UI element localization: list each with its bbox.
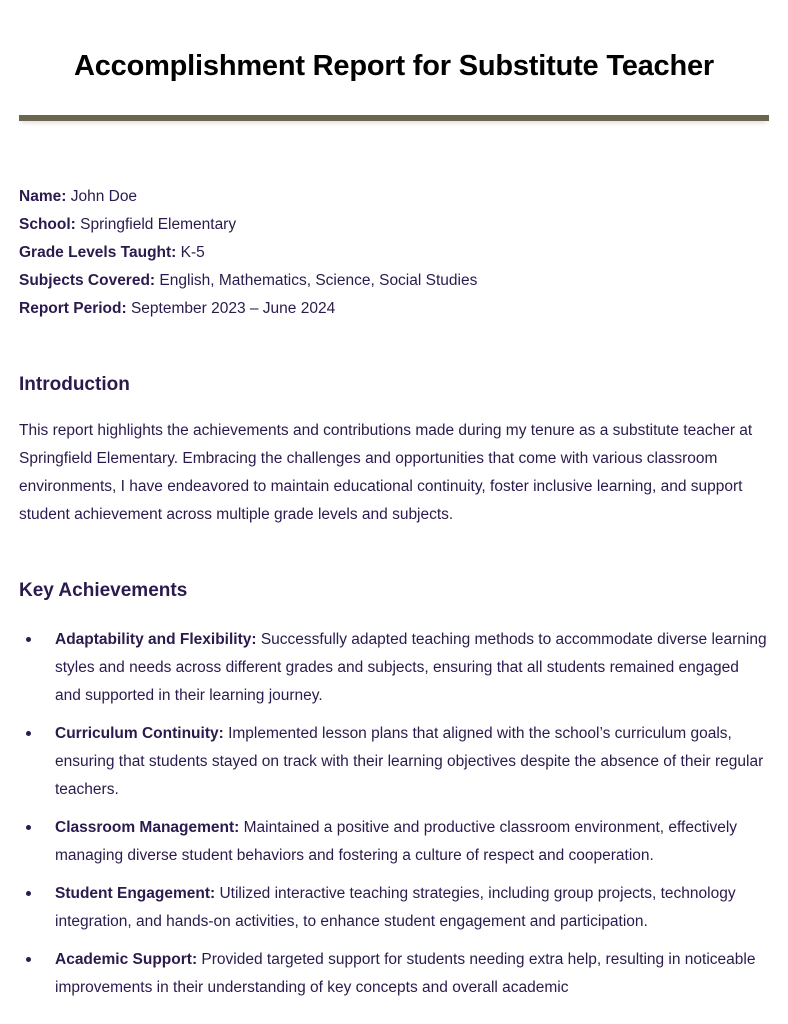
achievement-term: Curriculum Continuity: — [55, 725, 224, 742]
list-item — [19, 814, 769, 870]
achievement-term: Classroom Management: — [55, 819, 240, 836]
metadata-value: John Doe — [70, 188, 138, 205]
achievement-description: Successfully adapted teaching methods to accommodate diverse learning styles and needs across different grades and subjects, ensuring that all students remained engaged and supported in their learning journey. — [55, 631, 767, 704]
metadata-row-subjects — [19, 267, 769, 295]
achievement-description: Maintained a positive and productive classroom environment, effectively managing diverse student behaviors and fostering a culture of respect and cooperation. — [55, 819, 738, 864]
metadata-label: Name: — [19, 188, 67, 205]
bullet-icon — [26, 825, 31, 830]
report-metadata — [19, 121, 769, 323]
bullet-icon — [26, 957, 31, 962]
metadata-label: School: — [19, 216, 76, 233]
page-title: Accomplishment Report for Substitute Teacher — [73, 50, 715, 82]
metadata-value: English, Mathematics, Science, Social Studies — [159, 272, 478, 289]
achievement-description: Utilized interactive teaching strategies, including group projects, technology integration, and hands-on activities, to enhance student engagement and participation. — [55, 885, 736, 930]
metadata-label: Subjects Covered: — [19, 272, 156, 289]
list-item — [19, 720, 769, 804]
key-achievements-heading: Key Achievements — [19, 580, 188, 601]
achievement-description: Implemented lesson plans that aligned with the school’s curriculum goals, ensuring that students stayed on track with their learning objectives despite the absence of their regular teachers. — [55, 725, 764, 798]
metadata-label: Grade Levels Taught: — [19, 244, 177, 261]
bullet-icon — [26, 637, 31, 642]
bullet-icon — [26, 891, 31, 896]
metadata-label: Report Period: — [19, 300, 127, 317]
bullet-icon — [26, 731, 31, 736]
list-item — [19, 946, 769, 1002]
metadata-value: September 2023 – June 2024 — [130, 300, 336, 317]
achievement-description: Provided targeted support for students needing extra help, resulting in noticeable improvements in their understanding of key concepts and overall academic — [55, 951, 756, 996]
metadata-row-report-period — [19, 295, 769, 323]
metadata-row-name — [19, 183, 769, 211]
achievement-term: Academic Support: — [55, 951, 198, 968]
metadata-value: Springfield Elementary — [80, 216, 237, 233]
introduction-heading: Introduction — [19, 374, 130, 395]
key-achievements-list — [19, 604, 769, 1002]
achievement-term: Adaptability and Flexibility: — [55, 631, 257, 648]
metadata-row-school — [19, 211, 769, 239]
metadata-row-grade-levels — [19, 239, 769, 267]
list-item — [19, 880, 769, 936]
introduction-paragraph: This report highlights the achievements and contributions made during my tenure as a substitute teacher at Springfield Elementary. Embracing the challenges and opportunities that come with various classroom environments, I have endeavored to maintain educational continuity, foster inclusive learning, and support student achievement across multiple grade levels and subjects. — [19, 422, 753, 523]
achievement-term: Student Engagement: — [55, 885, 216, 902]
list-item — [19, 626, 769, 710]
metadata-value: K-5 — [180, 244, 205, 261]
